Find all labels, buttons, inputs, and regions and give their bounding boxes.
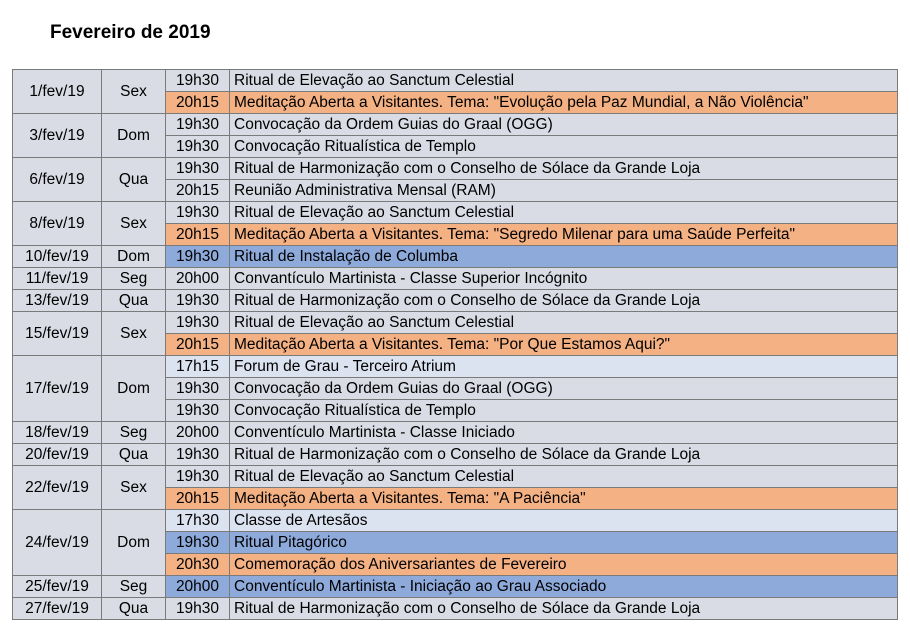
date-cell: 3/fev/19 xyxy=(13,114,102,158)
date-cell: 27/fev/19 xyxy=(13,598,102,620)
date-cell: 8/fev/19 xyxy=(13,202,102,246)
event-cell: Meditação Aberta a Visitantes. Tema: "A Paciência" xyxy=(230,488,898,510)
event-cell: Conventículo Martinista - Classe Iniciado xyxy=(230,422,898,444)
event-cell: Ritual de Elevação ao Sanctum Celestial xyxy=(230,312,898,334)
event-cell: Ritual de Harmonização com o Conselho de Sólace da Grande Loja xyxy=(230,158,898,180)
table-row xyxy=(13,598,898,620)
weekday-cell: Dom xyxy=(102,114,166,158)
table-row xyxy=(13,290,898,312)
weekday-cell: Dom xyxy=(102,510,166,576)
event-cell: Comemoração dos Aniversariantes de Fevereiro xyxy=(230,554,898,576)
weekday-cell: Sex xyxy=(102,466,166,510)
time-cell: 20h00 xyxy=(166,422,230,444)
date-cell: 15/fev/19 xyxy=(13,312,102,356)
time-cell: 20h00 xyxy=(166,268,230,290)
weekday-cell: Dom xyxy=(102,246,166,268)
event-cell: Ritual Pitagórico xyxy=(230,532,898,554)
event-cell: Ritual de Instalação de Columba xyxy=(230,246,898,268)
table-row xyxy=(13,70,898,92)
date-cell: 25/fev/19 xyxy=(13,576,102,598)
table-row xyxy=(13,114,898,136)
event-cell: Ritual de Harmonização com o Conselho de Sólace da Grande Loja xyxy=(230,444,898,466)
date-cell: 13/fev/19 xyxy=(13,290,102,312)
time-cell: 19h30 xyxy=(166,246,230,268)
time-cell: 20h00 xyxy=(166,576,230,598)
event-cell: Ritual de Elevação ao Sanctum Celestial xyxy=(230,202,898,224)
time-cell: 19h30 xyxy=(166,202,230,224)
date-cell: 22/fev/19 xyxy=(13,466,102,510)
event-cell: Forum de Grau - Terceiro Atrium xyxy=(230,356,898,378)
table-row xyxy=(13,444,898,466)
date-cell: 11/fev/19 xyxy=(13,268,102,290)
event-cell: Reunião Administrativa Mensal (RAM) xyxy=(230,180,898,202)
date-cell: 6/fev/19 xyxy=(13,158,102,202)
time-cell: 17h15 xyxy=(166,356,230,378)
weekday-cell: Seg xyxy=(102,422,166,444)
time-cell: 19h30 xyxy=(166,466,230,488)
time-cell: 20h15 xyxy=(166,488,230,510)
weekday-cell: Qua xyxy=(102,158,166,202)
weekday-cell: Dom xyxy=(102,356,166,422)
weekday-cell: Sex xyxy=(102,312,166,356)
table-row xyxy=(13,312,898,334)
event-cell: Meditação Aberta a Visitantes. Tema: "Por Que Estamos Aqui?" xyxy=(230,334,898,356)
page-title: Fevereiro de 2019 xyxy=(50,22,211,43)
event-cell: Conventículo Martinista - Iniciação ao Grau Associado xyxy=(230,576,898,598)
event-cell: Convocação da Ordem Guias do Graal (OGG) xyxy=(230,114,898,136)
schedule-table xyxy=(12,69,898,620)
weekday-cell: Sex xyxy=(102,70,166,114)
weekday-cell: Qua xyxy=(102,598,166,620)
event-cell: Convantículo Martinista - Classe Superior Incógnito xyxy=(230,268,898,290)
event-cell: Ritual de Elevação ao Sanctum Celestial xyxy=(230,466,898,488)
event-cell: Meditação Aberta a Visitantes. Tema: "Segredo Milenar para uma Saúde Perfeita" xyxy=(230,224,898,246)
event-cell: Ritual de Harmonização com o Conselho de Sólace da Grande Loja xyxy=(230,598,898,620)
time-cell: 19h30 xyxy=(166,312,230,334)
time-cell: 19h30 xyxy=(166,114,230,136)
table-row xyxy=(13,510,898,532)
event-cell: Convocação Ritualística de Templo xyxy=(230,400,898,422)
time-cell: 20h15 xyxy=(166,334,230,356)
time-cell: 19h30 xyxy=(166,444,230,466)
table-row xyxy=(13,158,898,180)
date-cell: 18/fev/19 xyxy=(13,422,102,444)
weekday-cell: Seg xyxy=(102,576,166,598)
time-cell: 19h30 xyxy=(166,532,230,554)
event-cell: Ritual de Harmonização com o Conselho de Sólace da Grande Loja xyxy=(230,290,898,312)
time-cell: 17h30 xyxy=(166,510,230,532)
table-row xyxy=(13,202,898,224)
date-cell: 17/fev/19 xyxy=(13,356,102,422)
event-cell: Convocação Ritualística de Templo xyxy=(230,136,898,158)
time-cell: 19h30 xyxy=(166,598,230,620)
weekday-cell: Qua xyxy=(102,444,166,466)
weekday-cell: Seg xyxy=(102,268,166,290)
schedule-body xyxy=(13,70,898,620)
time-cell: 20h30 xyxy=(166,554,230,576)
table-row xyxy=(13,576,898,598)
time-cell: 19h30 xyxy=(166,400,230,422)
time-cell: 20h15 xyxy=(166,92,230,114)
date-cell: 24/fev/19 xyxy=(13,510,102,576)
date-cell: 10/fev/19 xyxy=(13,246,102,268)
time-cell: 19h30 xyxy=(166,158,230,180)
time-cell: 19h30 xyxy=(166,378,230,400)
table-row xyxy=(13,356,898,378)
time-cell: 20h15 xyxy=(166,180,230,202)
event-cell: Meditação Aberta a Visitantes. Tema: "Evolução pela Paz Mundial, a Não Violência" xyxy=(230,92,898,114)
table-row xyxy=(13,268,898,290)
weekday-cell: Qua xyxy=(102,290,166,312)
date-cell: 1/fev/19 xyxy=(13,70,102,114)
event-cell: Ritual de Elevação ao Sanctum Celestial xyxy=(230,70,898,92)
table-row xyxy=(13,466,898,488)
table-row xyxy=(13,422,898,444)
event-cell: Classe de Artesãos xyxy=(230,510,898,532)
weekday-cell: Sex xyxy=(102,202,166,246)
time-cell: 19h30 xyxy=(166,70,230,92)
time-cell: 20h15 xyxy=(166,224,230,246)
time-cell: 19h30 xyxy=(166,136,230,158)
date-cell: 20/fev/19 xyxy=(13,444,102,466)
table-row xyxy=(13,246,898,268)
time-cell: 19h30 xyxy=(166,290,230,312)
event-cell: Convocação da Ordem Guias do Graal (OGG) xyxy=(230,378,898,400)
